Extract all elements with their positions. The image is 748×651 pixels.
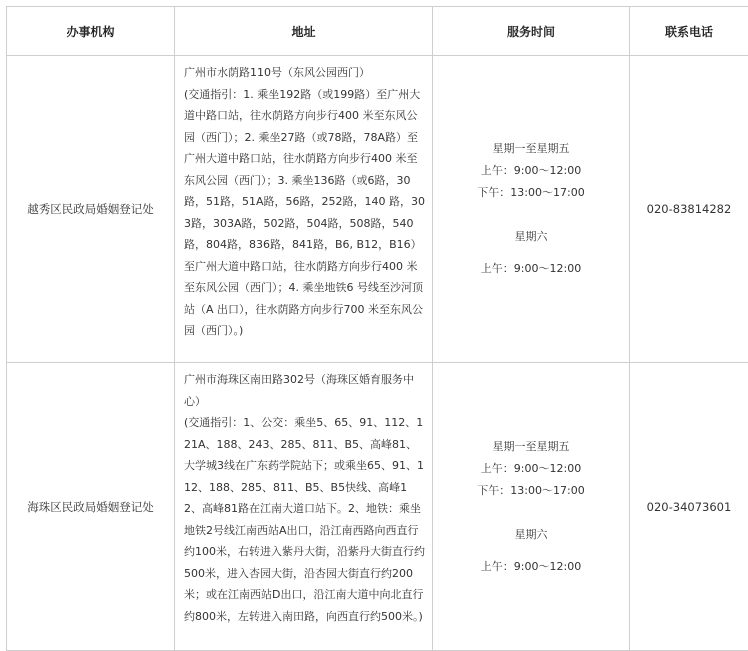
address-main: 广州市海珠区南田路302号（海珠区婚育服务中心）	[184, 369, 425, 412]
weekday-afternoon: 下午：13:00～17:00	[433, 480, 629, 502]
registry-offices-table	[6, 6, 748, 651]
header-service-hours: 服务时间	[433, 7, 630, 56]
header-office: 办事机构	[7, 7, 175, 56]
weekday-morning: 上午：9:00～12:00	[433, 458, 629, 480]
service-hours	[433, 363, 630, 651]
weekday-label: 星期一至星期五	[433, 138, 629, 160]
office-address	[175, 363, 433, 651]
table-row	[7, 56, 748, 363]
office-phone: 020-34073601	[630, 363, 748, 651]
saturday-morning: 上午：9:00～12:00	[433, 556, 629, 578]
header-address: 地址	[175, 7, 433, 56]
address-main: 广州市水荫路110号（东风公园西门）	[184, 62, 425, 84]
weekday-morning: 上午：9:00～12:00	[433, 160, 629, 182]
saturday-label: 星期六	[433, 524, 629, 546]
office-phone: 020-83814282	[630, 56, 748, 363]
spacer	[433, 204, 629, 226]
saturday-label: 星期六	[433, 226, 629, 248]
spacer	[433, 248, 629, 258]
weekday-label: 星期一至星期五	[433, 436, 629, 458]
header-phone: 联系电话	[630, 7, 748, 56]
office-name: 越秀区民政局婚姻登记处	[7, 56, 175, 363]
service-hours	[433, 56, 630, 363]
weekday-afternoon: 下午：13:00～17:00	[433, 182, 629, 204]
address-directions: (交通指引：1. 乘坐192路（或199路）至广州大道中路口站，往水荫路方向步行400 米至东风公园（西门）；2. 乘坐27路（或78路，78A路）至广州大道中路口站，往水荫路方向步行400 米至东风公园（西门）；3. 乘坐136路（或6路，30路，51路，51A路，56路，252路，140 路，303路，303A路，502路，504路，508路，540路，804路，836路，841路，B6, B12，B16）至广州大道中路口站，往水荫路方向步行400 米至东风公园（西门）；4. 乘坐地铁6 号线至沙河顶站（A 出口），往水荫路方向步行700 米至东风公园（西门）。)	[184, 88, 425, 338]
office-address	[175, 56, 433, 363]
spacer	[433, 546, 629, 556]
table-header-row	[7, 7, 748, 56]
office-name: 海珠区民政局婚姻登记处	[7, 363, 175, 651]
address-directions: (交通指引：1、公交：乘坐5、65、91、112、121A、188、243、285、811、B5、高峰81、大学城3线在广东药学院站下；或乘坐65、91、112、188、285、811、B5、B5快线、高峰12、高峰81路在江南大道口站下。2、地铁：乘坐地铁2号线江南西站A出口，沿江南西路向西直行约100米，右转进入紫丹大街，沿紫丹大街直行约500米，进入杏园大街，沿杏园大街直行约200米；或在江南西站D出口，沿江南大道中向北直行约800米，左转进入南田路，向西直行约500米。)	[184, 416, 425, 623]
saturday-morning: 上午：9:00～12:00	[433, 258, 629, 280]
table-row	[7, 363, 748, 651]
spacer	[433, 502, 629, 524]
